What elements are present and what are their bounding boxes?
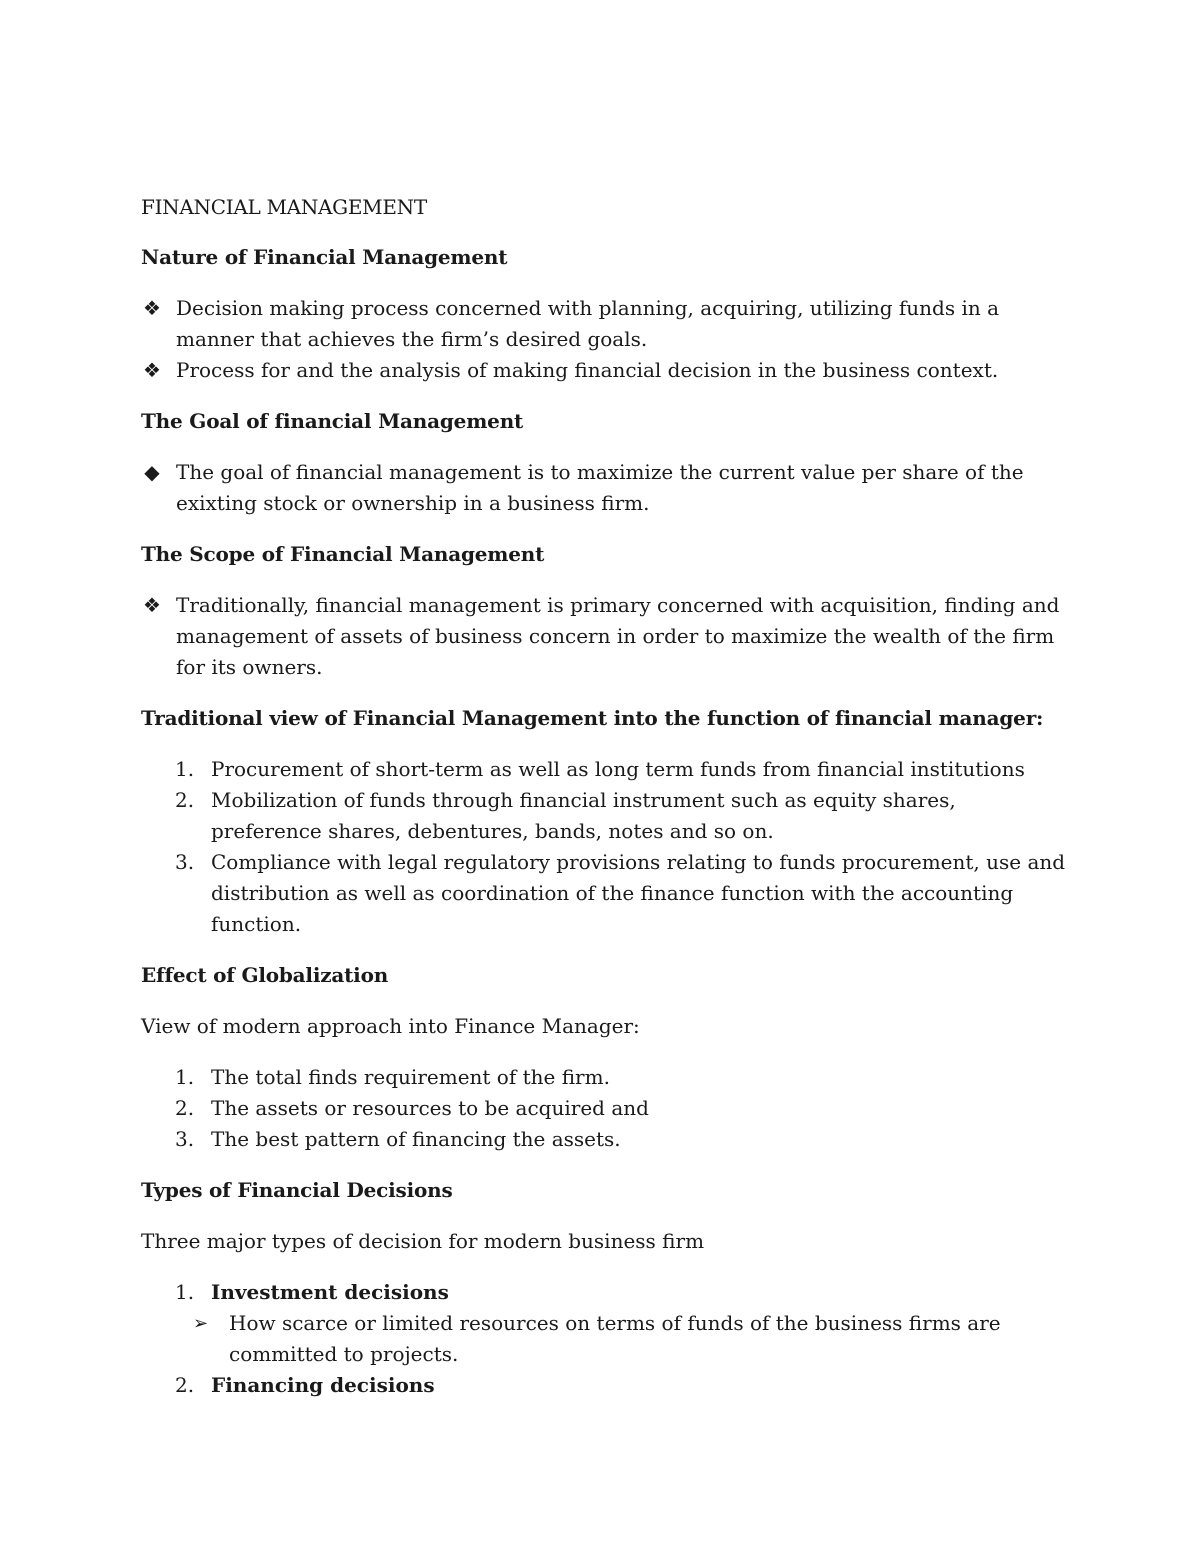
- list-item-text: The assets or resources to be acquired and: [211, 1096, 649, 1120]
- scope-bullet-list: [141, 590, 1071, 683]
- section-heading-scope: The Scope of Financial Management: [141, 542, 545, 566]
- list-number: 1.: [175, 1065, 195, 1089]
- list-number: 3.: [175, 1127, 195, 1151]
- list-item-text: The total finds requirement of the firm.: [211, 1065, 610, 1089]
- globalization-intro: View of modern approach into Finance Manager:: [141, 1014, 640, 1038]
- goal-bullet-list: [141, 457, 1071, 519]
- list-item-text: The goal of financial management is to maximize the current value per share of the exixting stock or ownership in a business firm.: [176, 460, 1024, 515]
- list-item: [141, 1093, 1071, 1124]
- list-item-text: Procurement of short-term as well as long term funds from financial institutions: [211, 757, 1025, 781]
- list-item: [141, 1124, 1071, 1155]
- traditional-numbered-list: [141, 754, 1071, 940]
- section-heading-traditional: Traditional view of Financial Management into the function of financial manager:: [141, 706, 1044, 730]
- list-number: 1.: [175, 757, 195, 781]
- list-item-text: Decision making process concerned with planning, acquiring, utilizing funds in a manner that achieves the firm’s desired goals.: [176, 296, 1000, 351]
- document-title: FINANCIAL MANAGEMENT: [141, 195, 427, 219]
- section-heading-types: Types of Financial Decisions: [141, 1178, 453, 1202]
- list-item: [141, 590, 1071, 683]
- list-item-label: Financing decisions: [211, 1373, 435, 1397]
- list-item-text: Traditionally, financial management is primary concerned with acquisition, finding and management of assets of business concern in order to maximize the wealth of the firm for its owners.: [176, 593, 1060, 679]
- list-item-text: Compliance with legal regulatory provisions relating to funds procurement, use and distribution as well as coordination of the finance function with the accounting function.: [211, 850, 1066, 936]
- diamond-bullet-icon: ◆: [144, 460, 160, 484]
- list-item: [141, 1062, 1071, 1093]
- list-item: [141, 355, 1071, 386]
- globalization-numbered-list: [141, 1062, 1071, 1155]
- arrow-bullet-icon: ➢: [193, 1313, 209, 1334]
- list-item-label: Investment decisions: [211, 1280, 449, 1304]
- diamond-bullet-icon: ❖: [143, 358, 161, 382]
- list-item: [141, 785, 1071, 847]
- section-heading-goal: The Goal of financial Management: [141, 409, 524, 433]
- diamond-bullet-icon: ❖: [143, 593, 161, 617]
- list-item-text: Process for and the analysis of making financial decision in the business context.: [176, 358, 999, 382]
- sub-list-item-text: How scarce or limited resources on terms of funds of the business firms are committed to projects.: [229, 1311, 1001, 1366]
- diamond-bullet-icon: ❖: [143, 296, 161, 320]
- list-item-text: Mobilization of funds through financial instrument such as equity shares, preference shares, debentures, bands, notes and so on.: [211, 788, 956, 843]
- sub-list-item: [141, 1308, 1071, 1370]
- list-item: [141, 847, 1071, 940]
- list-number: 3.: [175, 850, 195, 874]
- section-heading-nature: Nature of Financial Management: [141, 245, 508, 269]
- list-item: [141, 293, 1071, 355]
- list-item: [141, 457, 1071, 519]
- list-item: [141, 1277, 1071, 1308]
- types-numbered-list: [141, 1277, 1071, 1401]
- section-heading-globalization: Effect of Globalization: [141, 963, 389, 987]
- list-number: 2.: [175, 1096, 195, 1120]
- types-intro: Three major types of decision for modern business firm: [141, 1229, 705, 1253]
- nature-bullet-list: [141, 293, 1071, 386]
- list-number: 2.: [175, 1373, 195, 1397]
- list-item: [141, 1370, 1071, 1401]
- list-item-text: The best pattern of financing the assets.: [211, 1127, 621, 1151]
- list-number: 1.: [175, 1280, 195, 1304]
- document-body: [141, 192, 1071, 1421]
- list-item: [141, 754, 1071, 785]
- list-number: 2.: [175, 788, 195, 812]
